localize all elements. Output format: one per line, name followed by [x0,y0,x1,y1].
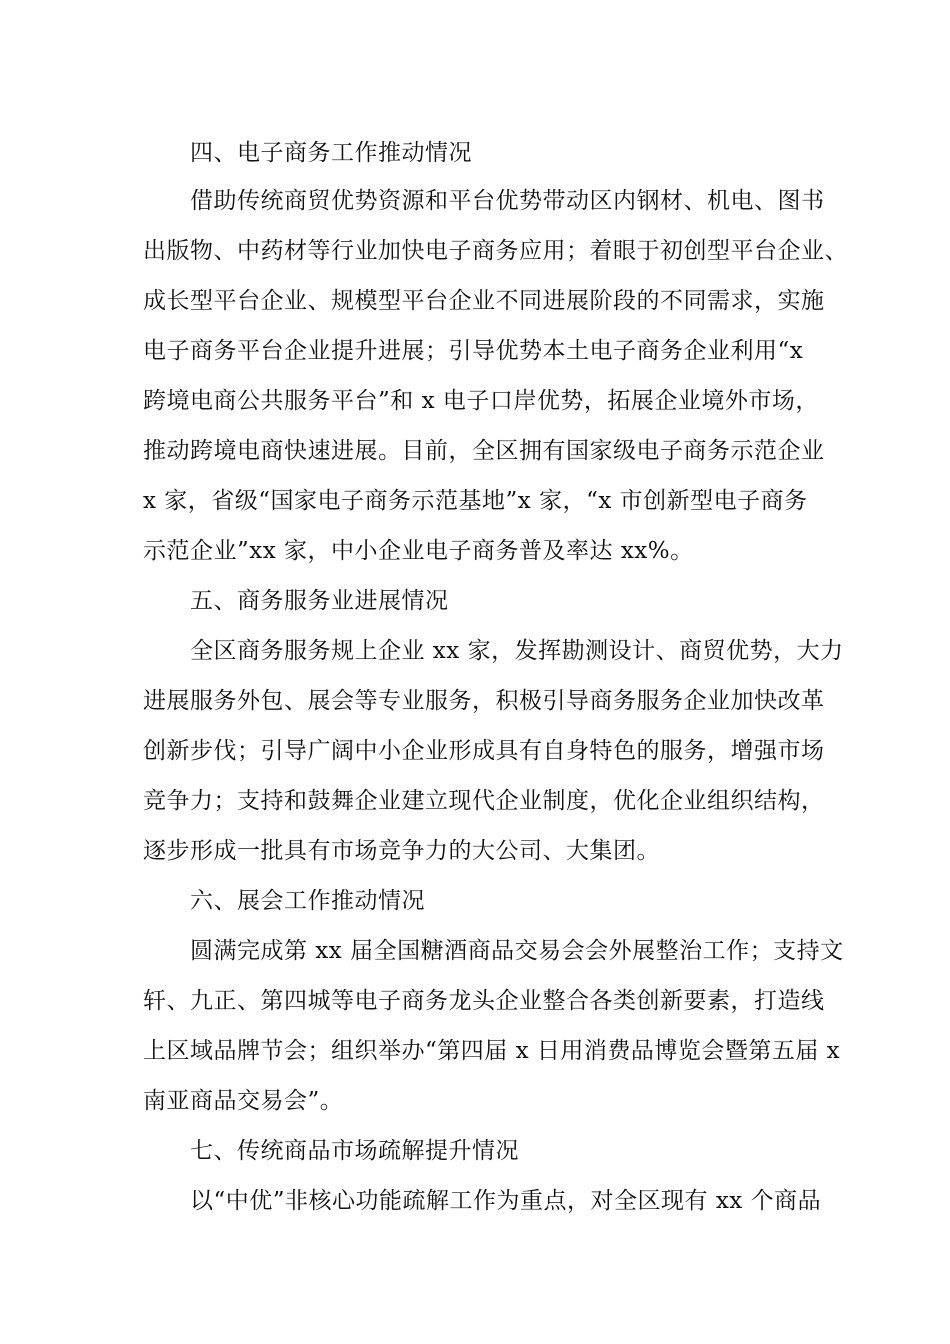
paragraph-line: 以“中优”非核心功能疏解工作为重点，对全区现有 xx 个商品 [190,1188,822,1214]
paragraph-line: 竞争力；支持和鼓舞企业建立现代企业制度，优化企业组织结构， [143,788,825,814]
paragraph-line: 出版物、中药材等行业加快电子商务应用；着眼于初创型平台企业、 [143,238,848,264]
paragraph-line: 电子商务平台企业提升进展；引导优势本土电子商务企业利用“x [143,338,804,364]
paragraph-line: 推动跨境电商快速进展。目前，全区拥有国家级电子商务示范企业 [143,438,825,464]
paragraph-line: 逐步形成一批具有市场竞争力的大公司、大集团。 [143,838,660,864]
paragraph-line: 示范企业”xx 家，中小企业电子商务普及率达 xx%。 [143,538,694,564]
heading-section-5: 五、商务服务业进展情况 [190,588,449,614]
paragraph-line: 借助传统商贸优势资源和平台优势带动区内钢材、机电、图书 [190,188,825,214]
paragraph-line: 南亚商品交易会”。 [143,1088,344,1114]
paragraph-line: 创新步伐；引导广阔中小企业形成具有自身特色的服务，增强市场 [143,738,825,764]
paragraph-line: 全区商务服务规上企业 xx 家，发挥勘测设计、商贸优势，大力 [190,638,844,664]
paragraph-line: 成长型平台企业、规模型平台企业不同进展阶段的不同需求，实施 [143,288,825,314]
paragraph-line: 跨境电商公共服务平台”和 x 电子口岸优势，拓展企业境外市场， [143,388,819,414]
paragraph-line: 圆满完成第 xx 届全国糖酒商品交易会会外展整治工作；支持文 [190,938,844,964]
heading-section-4: 四、电子商务工作推动情况 [190,140,472,166]
heading-section-6: 六、展会工作推动情况 [190,888,425,914]
paragraph-line: 轩、九正、第四城等电子商务龙头企业整合各类创新要素，打造线 [143,988,825,1014]
paragraph-line: 进展服务外包、展会等专业服务，积极引导商务服务企业加快改革 [143,688,825,714]
paragraph-line: 上区域品牌节会；组织举办“第四届 x 日用消费品博览会暨第五届 x [143,1038,841,1064]
paragraph-line: x 家，省级“国家电子商务示范基地”x 家，“x 市创新型电子商务 [143,488,808,514]
heading-section-7: 七、传统商品市场疏解提升情况 [190,1138,519,1164]
